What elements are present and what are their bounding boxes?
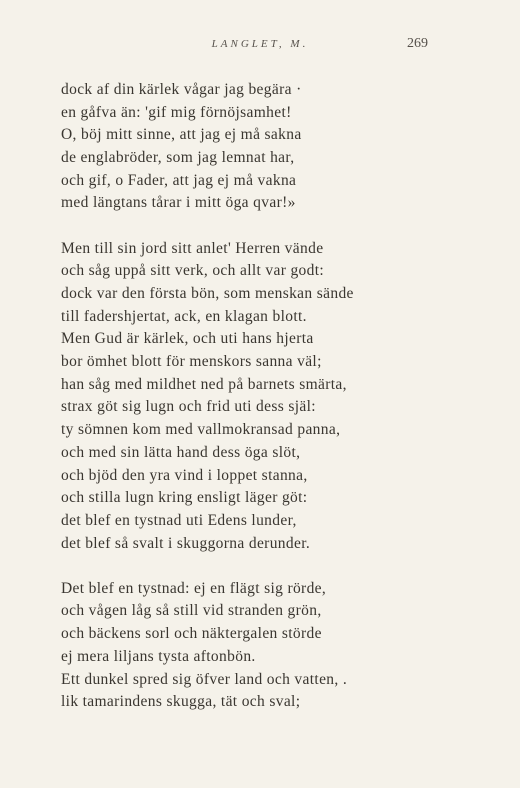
verse-line: Men Gud är kärlek, och uti hans hjerta: [61, 330, 314, 348]
stanza-3: [61, 578, 441, 714]
verse-line: med längtans tårar i mitt öga qvar!»: [61, 194, 296, 212]
verse-line: strax göt sig lugn och frid uti dess själ:: [61, 398, 316, 416]
verse-line: och stilla lugn kring ensligt läger göt:: [61, 489, 308, 507]
verse-line: dock af din kärlek vågar jag begära ·: [61, 81, 302, 98]
verse-line: O, böj mitt sinne, att jag ej må sakna: [61, 126, 302, 144]
verse-line: Det blef en tystnad: ej en flägt sig rörde,: [61, 579, 327, 597]
verse-line: ej mera liljans tysta aftonbön.: [61, 647, 256, 665]
stanza-1: [61, 79, 441, 215]
verse-line: det blef en tystnad uti Edens lunder,: [61, 511, 297, 529]
verse-line: Men till sin jord sitt anlet' Herren vände: [61, 239, 324, 257]
stanza-break: [61, 215, 441, 238]
verse-line: och med sin lätta hand dess öga slöt,: [61, 443, 301, 461]
poem-text: [61, 79, 441, 714]
verse-line: en gåfva än: 'gif mig förnöjsamhet!: [61, 103, 292, 121]
verse-line: och bjöd den yra vind i loppet stanna,: [61, 466, 308, 484]
verse-line: dock var den första bön, som menskan sände: [61, 285, 354, 302]
running-title: LANGLET, M.: [211, 38, 309, 50]
stanza-break: [61, 555, 441, 578]
verse-line: de englabröder, som jag lemnat har,: [61, 149, 295, 167]
stanza-2: [61, 238, 441, 556]
verse-line: ty sömnen kom med vallmokransad panna,: [61, 421, 341, 439]
verse-line: lik tamarindens skugga, tät och sval;: [61, 693, 301, 711]
verse-line: till fadershjertat, ack, en klagan blott.: [61, 307, 307, 325]
verse-line: och vågen låg så still vid stranden grön,: [61, 602, 322, 620]
verse-line: han såg med mildhet ned på barnets smärta,: [61, 375, 347, 393]
verse-line: och såg uppå sitt verk, och allt var godt:: [61, 262, 325, 280]
verse-line: bor ömhet blott för menskors sanna väl;: [61, 353, 322, 371]
verse-line: och gif, o Fader, att jag ej må vakna: [61, 171, 297, 189]
page-number: 269: [407, 36, 428, 51]
verse-line: och bäckens sorl och näktergalen störde: [61, 625, 322, 643]
verse-line: det blef så svalt i skuggorna derunder.: [61, 534, 311, 552]
verse-line: Ett dunkel spred sig öfver land och vatten, .: [61, 670, 348, 688]
